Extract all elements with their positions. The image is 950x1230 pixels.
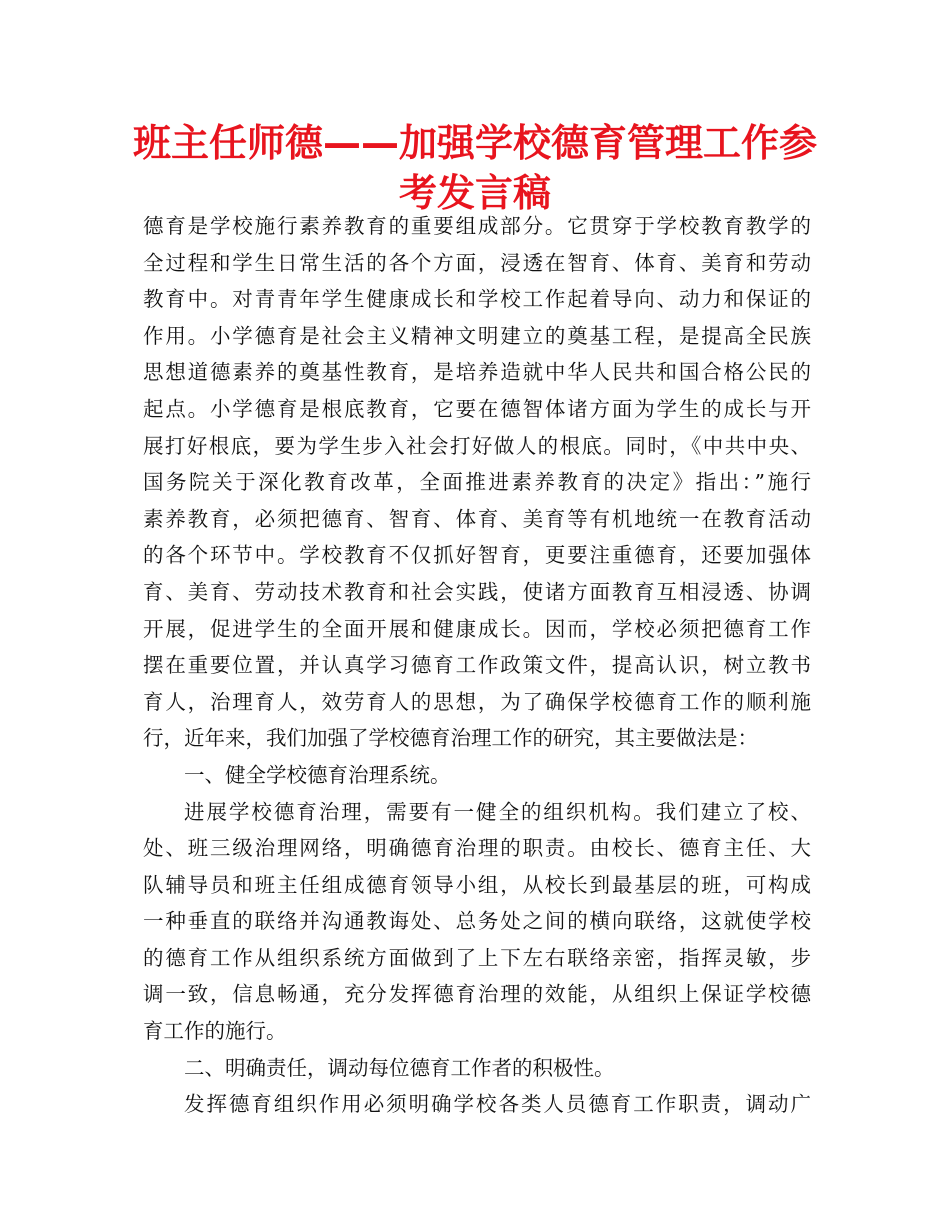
section-heading: 一、健全学校德育治理系统。 [184,762,451,787]
paragraph-line: 教育中。对青青年学生健康成长和学校工作起着导向、动力和保证的 [143,287,811,312]
document-title: 班主任师德——加强学校德育管理工作参考发言稿 [132,121,817,215]
paragraph-line: 的德育工作从组织系统方面做到了上下左右联络亲密，指挥灵敏，步 [143,945,811,970]
paragraph-line: 队辅导员和班主任组成德育领导小组，从校长到最基层的班，可构成 [143,872,811,897]
paragraph-line: 全过程和学生日常生活的各个方面，浸透在智育、体育、美育和劳动 [143,250,811,275]
paragraph-line: 素养教育，必须把德育、智育、体育、美育等有机地统一在教育活动 [143,506,811,531]
paragraph-line: 行，近年来，我们加强了学校德育治理工作的研究，其主要做法是： [143,726,758,751]
paragraph-line: 德育是学校施行素养教育的重要组成部分。它贯穿于学校教育教学的 [143,214,811,238]
paragraph-line: 一种垂直的联络并沟通教诲处、总务处之间的横向联络，这就使学校 [143,909,811,934]
paragraph-line: 发挥德育组织作用必须明确学校各类人员德育工作职责，调动广 [184,1092,811,1117]
paragraph-line: 育、美育、劳动技术教育和社会实践，使诸方面教育互相浸透、协调 [143,579,811,604]
paragraph-line: 摆在重要位置，并认真学习德育工作政策文件，提高认识，树立教书 [143,653,811,678]
paragraph-line: 起点。小学德育是根底教育，它要在德智体诸方面为学生的成长与开 [143,396,811,421]
paragraph-line: 调一致，信息畅通，充分发挥德育治理的效能，从组织上保证学校德 [143,982,811,1007]
paragraph-line: 作用。小学德育是社会主义精神文明建立的奠基工程，是提高全民族 [143,323,811,348]
paragraph-line: 开展，促进学生的全面开展和健康成长。因而，学校必须把德育工作 [143,616,811,641]
section-heading: 二、明确责任，调动每位德育工作者的积极性。 [184,1055,615,1080]
paragraph-line: 育人，治理育人，效劳育人的思想，为了确保学校德育工作的顺利施 [143,689,811,714]
paragraph-line: 展打好根底，要为学生步入社会打好做人的根底。同时，《中共中央、 [143,433,811,458]
paragraph-line: 处、班三级治理网络，明确德育治理的职责。由校长、德育主任、大 [143,836,811,861]
document-body [143,208,811,1123]
paragraph-line: 的各个环节中。学校教育不仅抓好智育，更要注重德育，还要加强体 [143,543,811,568]
paragraph-line: 进展学校德育治理，需要有一健全的组织机构。我们建立了校、 [184,799,811,824]
paragraph-line: 国务院关于深化教育改革，全面推进素养教育的决定》指出：”施行 [143,470,811,495]
paragraph-line: 育工作的施行。 [143,1019,287,1044]
paragraph-line: 思想道德素养的奠基性教育，是培养造就中华人民共和国合格公民的 [143,360,811,385]
